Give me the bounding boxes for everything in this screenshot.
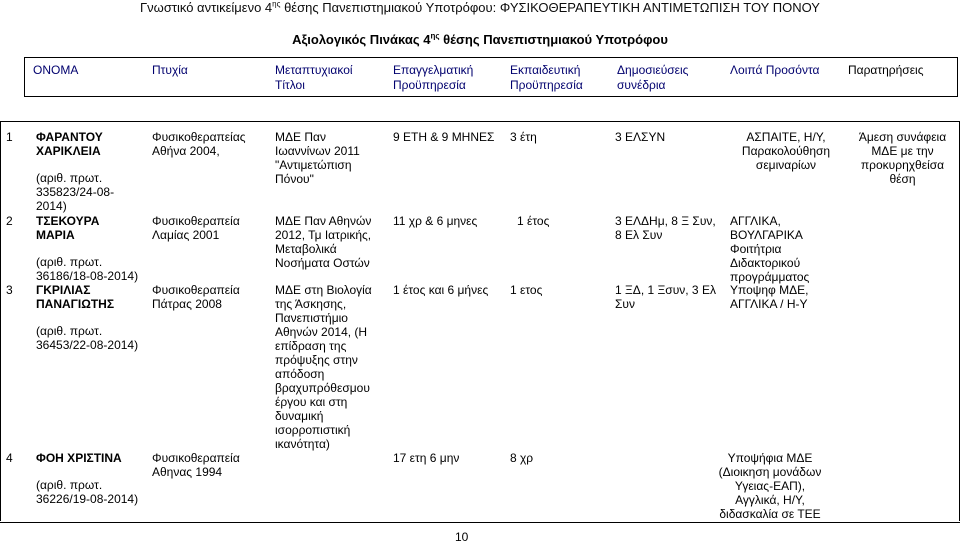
other-text: προγράμματος — [730, 270, 810, 284]
header-teach-exp-line2: Προϋπηρεσία — [510, 78, 583, 92]
header-prof-exp-line2: Προϋπηρεσία — [393, 78, 466, 92]
header-teach-exp — [510, 63, 583, 93]
applicant-name: ΤΣΕΚΟΥΡΑ — [36, 214, 100, 228]
document-subject-title: Γνωστικό αντικείμενο $4^{\eta\varsigma}$ θέσης Πανεπιστημιακού Υποτρόφου: ΦΥΣΙΚΟΘΕΡΑΠΕΥΤΙΚΗ ΑΝΤΙΜΕΤΩΠΙΣΗ ΤΟΥ ΠΟΝΟΥ — [140, 0, 820, 15]
header-teach-exp-line1: Εκπαιδευτική — [510, 63, 581, 77]
other-text: σεμιναρίων — [755, 158, 817, 172]
row-number: 1 — [6, 130, 13, 144]
applicant-cell — [36, 283, 138, 352]
postgrad-cell — [275, 283, 372, 451]
postgrad-cell — [275, 130, 360, 186]
header-pubs-line2: συνέδρια — [617, 78, 666, 92]
row-number: 2 — [6, 214, 13, 228]
postgrad-text: "Αντιμετώπιση — [275, 158, 352, 172]
pubs-cell: 3 ΕΛΣΥΝ — [615, 130, 666, 144]
applicant-cell — [36, 214, 138, 283]
degree-text: Φυσικοθεραπεία — [152, 283, 240, 297]
postgrad-text: ικανότητα) — [275, 437, 330, 451]
applicant-name: ΦΑΡΑΝΤΟΥ — [36, 130, 103, 144]
postgrad-text: ΜΔΕ Παν Αθηνών — [275, 214, 372, 228]
postgrad-text: Αθηνών 2014, (Η — [275, 325, 368, 339]
degree-text: Αθηνας 1994 — [152, 465, 223, 479]
other-cell — [730, 214, 809, 284]
postgrad-text: Πανεπιστήμιο — [275, 311, 348, 325]
protocol-number: 36226/19-08-2014) — [36, 492, 139, 506]
other-text: ΑΓΓΛΙΚΑ / Η-Υ — [730, 297, 808, 311]
header-other: Λοιπά Προσόντα — [730, 63, 820, 77]
degree-cell — [152, 283, 240, 311]
other-text: Διδακτορικού — [730, 256, 801, 270]
header-name: ΟΝΟΜΑ — [33, 63, 79, 77]
header-postgrad-line1: Μεταπτυχιακοί — [275, 63, 353, 77]
protocol-number: 335823/24-08- — [36, 185, 115, 199]
degree-text: Αθήνα 2004, — [152, 144, 220, 158]
header-degree: Πτυχία — [152, 63, 188, 77]
header-postgrad-line2: Τίτλοι — [275, 78, 305, 92]
remarks-text: ΜΔΕ με την — [871, 144, 934, 158]
other-text: ΑΣΠΑΙΤΕ, Η/Υ, — [746, 130, 826, 144]
degree-cell — [152, 130, 246, 158]
other-text: Υποψηφ ΜΔΕ, — [730, 283, 809, 297]
postgrad-text: δυναμική — [275, 409, 324, 423]
degree-cell — [152, 214, 240, 242]
prof-exp-cell: 11 χρ & 6 μηνες — [393, 214, 478, 228]
other-cell — [728, 130, 844, 172]
other-cell — [730, 283, 808, 311]
other-text: Αγγλικά, Η/Υ, — [735, 493, 805, 507]
applicant-cell — [36, 451, 138, 506]
postgrad-text: επίδραση της — [275, 339, 347, 353]
postgrad-text: Πόνου" — [275, 172, 314, 186]
header-remarks: Παρατηρήσεις — [848, 63, 924, 77]
other-text: ΒΟΥΛΓΑΡΙΚΑ — [730, 228, 803, 242]
document-table-title: Αξιολογικός Πινάκας $4^{\eta\varsigma}$ θέσης Πανεπιστημιακού Υποτρόφου — [292, 31, 668, 47]
header-postgrad — [275, 63, 353, 93]
pubs-cell — [615, 283, 716, 311]
other-text: διδασκαλία σε ΤΕΕ — [719, 507, 821, 521]
applicant-name: ΧΑΡΙΚΛΕΙΑ — [36, 144, 101, 158]
postgrad-text: ισορροπιστική — [275, 423, 351, 437]
remarks-cell — [845, 130, 960, 186]
protocol-number: 36186/18-08-2014) — [36, 269, 139, 283]
protocol-number: (αριθ. πρωτ. — [36, 478, 103, 492]
column-divider — [0, 121, 1, 521]
protocol-number: (αριθ. πρωτ. — [36, 324, 103, 338]
remarks-text: Άμεση συνάφεια — [858, 130, 947, 144]
pubs-text: 8 Ελ Συν — [615, 228, 663, 242]
row-number: 3 — [6, 283, 13, 297]
applicant-name: ΓΚΡΙΛΙΑΣ — [36, 283, 91, 297]
header-pubs — [617, 63, 688, 93]
teach-exp-cell: 1 ετος — [510, 283, 543, 297]
pubs-text: 3 ΕΛΔΗμ, 8 Ξ Συν, — [615, 214, 716, 228]
teach-exp-cell: 1 έτος — [517, 214, 550, 228]
protocol-number: (αριθ. πρωτ. — [36, 255, 103, 269]
other-text: Υποψήφια ΜΔΕ — [727, 451, 813, 465]
postgrad-text: βραχυπρόθεσμου — [275, 381, 370, 395]
applicant-name: ΦΟΗ ΧΡΙΣΤΙΝΑ — [36, 451, 122, 465]
applicant-cell — [36, 130, 114, 213]
postgrad-text: έργου και στη — [275, 395, 348, 409]
postgrad-text: Νοσήματα Οστών — [275, 256, 370, 270]
postgrad-text: απόδοση — [275, 367, 325, 381]
degree-cell — [152, 451, 240, 479]
degree-text: Πάτρας 2008 — [152, 297, 222, 311]
header-prof-exp-line1: Επαγγελματική — [393, 63, 474, 77]
postgrad-text: 2012, Τμ Ιατρικής, — [275, 228, 372, 242]
teach-exp-cell: 3 έτη — [510, 130, 537, 144]
other-text: (Διοικηση μονάδων — [718, 465, 822, 479]
other-cell — [700, 451, 840, 521]
prof-exp-cell: 1 έτος και 6 μήνες — [393, 283, 489, 297]
postgrad-text: της Άσκησης, — [275, 297, 347, 311]
page-number: 10 — [455, 530, 469, 544]
pubs-text: 1 ΞΔ, 1 Ξσυν, 3 Ελ — [615, 283, 716, 297]
degree-text: Λαμίας 2001 — [152, 228, 220, 242]
postgrad-text: Μεταβολικά — [275, 242, 337, 256]
degree-text: Φυσικοθεραπεία — [152, 451, 240, 465]
remarks-text: προκυρηχθείσα — [860, 158, 945, 172]
protocol-number: 2014) — [36, 199, 67, 213]
header-pubs-line1: Δημοσιεύσεις — [617, 63, 689, 77]
degree-text: Φυσικοθεραπείας — [152, 130, 246, 144]
prof-exp-cell: 9 ΕΤΗ & 9 ΜΗΝΕΣ — [393, 130, 495, 144]
postgrad-text: ΜΔΕ στη Βιολογία — [275, 283, 372, 297]
other-text: Παρακολούθηση — [741, 144, 831, 158]
applicant-name: ΠΑΝΑΓΙΩΤΗΣ — [36, 297, 115, 311]
remarks-text: θέση — [889, 172, 916, 186]
applicant-name: ΜΑΡΙΑ — [36, 228, 75, 242]
other-text: Φοιτήτρια — [730, 242, 782, 256]
other-text: Υγειας-ΕΑΠ), — [734, 479, 806, 493]
pubs-text: Συν — [615, 297, 635, 311]
postgrad-text: ΜΔΕ Παν — [275, 130, 326, 144]
row-number: 4 — [6, 451, 13, 465]
postgrad-text: Ιωαννίνων 2011 — [275, 144, 360, 158]
protocol-number: 36453/22-08-2014) — [36, 338, 139, 352]
teach-exp-cell: 8 χρ — [510, 451, 534, 465]
header-prof-exp — [393, 63, 473, 93]
degree-text: Φυσικοθεραπεία — [152, 214, 240, 228]
postgrad-cell — [275, 214, 371, 270]
pubs-cell — [615, 214, 716, 242]
protocol-number: (αριθ. πρωτ. — [36, 171, 103, 185]
postgrad-text: πρόψυξης στην — [275, 353, 358, 367]
prof-exp-cell: 17 ετη 6 μην — [393, 451, 460, 465]
other-text: ΑΓΓΛΙΚΑ, — [730, 214, 781, 228]
